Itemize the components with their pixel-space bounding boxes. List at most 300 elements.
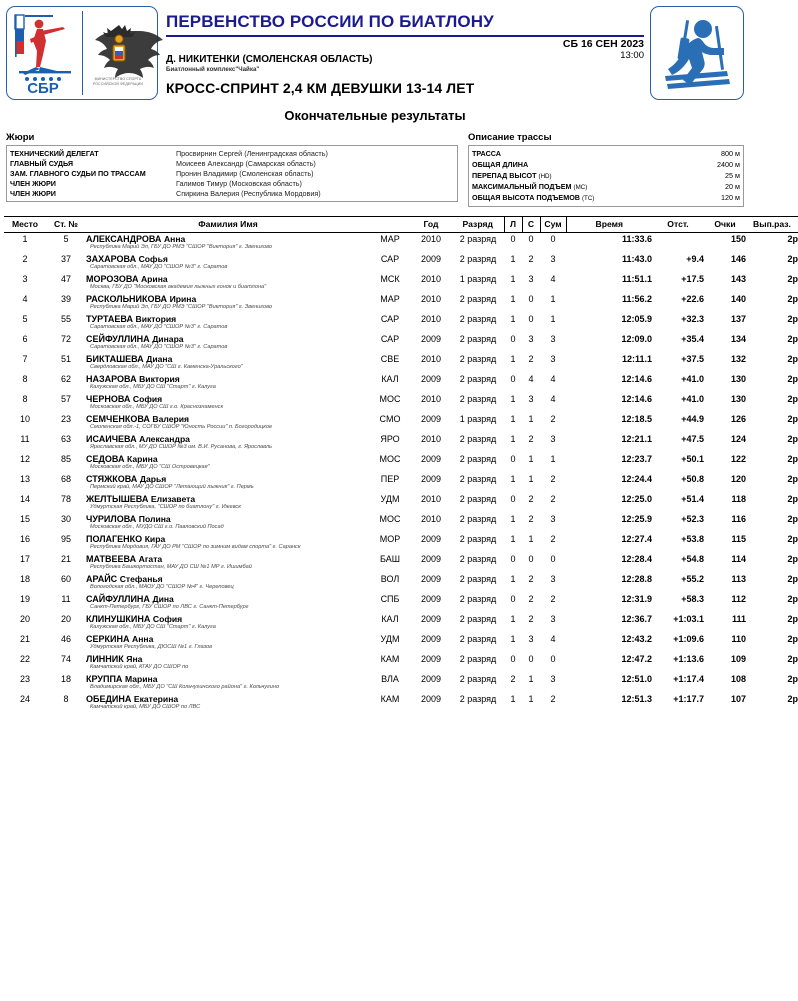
cell-year: 2010	[420, 294, 442, 304]
cell-prone: 0	[510, 454, 516, 464]
athlete-lastname: СЕЙФУЛЛИНА	[86, 334, 150, 344]
cell-time: 12:05.9	[621, 314, 652, 324]
table-row[interactable]	[4, 453, 798, 464]
cell-prone: 1	[510, 694, 516, 704]
athlete-firstname: София	[132, 394, 163, 404]
cell-standing: 0	[528, 234, 534, 244]
athlete-firstname: Дина	[152, 594, 174, 604]
cell-name	[86, 333, 370, 344]
table-row[interactable]	[4, 373, 798, 384]
cell-rank: 24	[19, 694, 30, 704]
cell-club: Саратовская обл., МАУ ДО "СШОР №3" г. Саратов	[90, 344, 228, 350]
cell-club: Саратовская обл., МАУ ДО "СШОР №3" г. Саратов	[90, 324, 228, 330]
club-row	[4, 384, 798, 393]
cell-club: Ярославская обл., МУ ДО СШОР №3 им. В.И. Русанова, г. Ярославль	[90, 444, 273, 450]
jury-role: ЗАМ. ГЛАВНОГО СУДЬИ ПО ТРАССАМ	[10, 168, 146, 178]
cell-standing: 2	[528, 254, 534, 264]
cell-qualification: 2р	[787, 314, 798, 324]
cell-bib: 23	[60, 414, 71, 424]
info-panels	[0, 132, 750, 210]
cell-points: 114	[731, 554, 746, 564]
cell-class: 2 разряд	[459, 694, 497, 704]
table-row[interactable]	[4, 653, 798, 664]
cell-qualification: 2р	[787, 234, 798, 244]
cell-nat: САР	[380, 314, 400, 324]
table-row[interactable]	[4, 573, 798, 584]
cell-points: 111	[731, 614, 746, 624]
cell-bib: 51	[60, 354, 71, 364]
cell-class: 1 разряд	[459, 414, 497, 424]
jury-role: ЧЛЕН ЖЮРИ	[10, 189, 56, 199]
cell-standing: 1	[528, 534, 534, 544]
jury-name: Просвирнин Сергей (Ленинградская область)	[176, 148, 328, 158]
table-row[interactable]	[4, 533, 798, 544]
club-row	[4, 464, 798, 473]
cell-rank: 17	[19, 554, 30, 564]
cell-rank: 21	[19, 634, 30, 644]
athlete-firstname: Ирина	[169, 294, 197, 304]
cell-rank: 1	[22, 234, 28, 244]
jury-role: ТЕХНИЧЕСКИЙ ДЕЛЕГАТ	[10, 148, 99, 158]
cell-standing: 1	[528, 454, 534, 464]
cell-nat: МОР	[379, 534, 401, 544]
cell-qualification: 2р	[787, 674, 798, 684]
cell-standing: 2	[528, 594, 534, 604]
cell-behind: +37.5	[681, 354, 704, 364]
cell-nat: МАР	[380, 294, 400, 304]
cell-qualification: 2р	[787, 634, 798, 644]
cell-rank: 20	[19, 614, 30, 624]
cell-year: 2010	[420, 234, 442, 244]
course-label-code: (HD)	[538, 172, 552, 180]
col-name: Фамилия Имя	[86, 217, 370, 233]
cell-total: 0	[550, 234, 556, 244]
cell-time: 12:31.9	[621, 594, 652, 604]
cell-prone: 0	[510, 554, 516, 564]
cell-bib: 37	[60, 254, 71, 264]
cell-behind: +22.6	[681, 294, 704, 304]
table-row[interactable]	[4, 633, 798, 644]
cell-class: 2 разряд	[459, 334, 497, 344]
cell-class: 2 разряд	[459, 654, 497, 664]
col-points: Очки	[704, 217, 746, 233]
cell-qualification: 2р	[787, 354, 798, 364]
jury-role: ЧЛЕН ЖЮРИ	[10, 179, 56, 189]
athlete-lastname: САЙФУЛЛИНА	[86, 594, 150, 604]
athlete-lastname: КРУППА	[86, 674, 123, 684]
cell-time: 12:11.1	[621, 354, 652, 364]
athlete-firstname: Виктория	[139, 374, 180, 384]
cell-year: 2010	[420, 494, 442, 504]
cell-standing: 2	[528, 614, 534, 624]
cell-bib: 57	[60, 394, 71, 404]
cell-time: 12:25.9	[621, 514, 652, 524]
course-caption: Описание трассы	[468, 132, 552, 143]
cell-name	[86, 293, 370, 304]
cell-qualification: 2р	[787, 574, 798, 584]
cell-points: 109	[730, 654, 746, 664]
cell-prone: 0	[510, 234, 516, 244]
course-row	[472, 170, 740, 181]
cell-nat: ЯРО	[380, 434, 400, 444]
cell-qualification: 2р	[787, 414, 798, 424]
cell-qualification: 2р	[787, 334, 798, 344]
cell-total: 3	[550, 574, 556, 584]
cell-bib: 62	[60, 374, 71, 384]
cell-prone: 2	[510, 674, 516, 684]
cell-club: Свердловская обл., МАУ ДО "СШ г. Каменска-Уральского"	[90, 364, 243, 370]
cell-nat: МСК	[380, 274, 400, 284]
athlete-lastname: ЧЕРНОВА	[86, 394, 131, 404]
table-row[interactable]	[4, 293, 798, 304]
cell-time: 12:23.7	[621, 454, 652, 464]
table-row[interactable]	[4, 493, 798, 504]
athlete-lastname: ОБЕДИНА	[86, 694, 132, 704]
cell-name	[86, 413, 370, 424]
cell-class: 2 разряд	[459, 454, 497, 464]
cell-prone: 1	[510, 254, 516, 264]
cell-class: 2 разряд	[459, 554, 497, 564]
cell-total: 1	[550, 454, 556, 464]
athlete-firstname: Александра	[139, 434, 190, 444]
course-label: ПЕРЕПАД ВЫСОТ	[472, 170, 537, 180]
cell-time: 12:14.6	[621, 374, 652, 384]
course-label: МАКСИМАЛЬНЫЙ ПОДЪЕМ	[472, 182, 572, 192]
cell-name	[86, 313, 370, 324]
cell-points: 137	[730, 314, 746, 324]
cell-standing: 2	[528, 434, 534, 444]
athlete-lastname: ИСАИЧЕВА	[86, 434, 137, 444]
table-row[interactable]	[4, 233, 798, 245]
cell-standing: 1	[528, 674, 534, 684]
club-row	[4, 344, 798, 353]
club-row	[4, 484, 798, 493]
cell-qualification: 2р	[787, 394, 798, 404]
cell-name	[86, 653, 370, 664]
table-row[interactable]	[4, 273, 798, 284]
cell-bib: 74	[60, 654, 71, 664]
cell-rank: 8	[22, 394, 28, 404]
course-value: 120	[721, 193, 734, 203]
cell-nat: КАМ	[380, 694, 400, 704]
cell-name	[86, 553, 370, 564]
cell-prone: 1	[510, 634, 516, 644]
cell-prone: 1	[510, 394, 516, 404]
cell-qualification: 2р	[787, 274, 798, 284]
cell-name	[86, 393, 370, 404]
cell-bib: 46	[60, 634, 71, 644]
cell-year: 2009	[420, 474, 442, 484]
cell-bib: 30	[60, 514, 71, 524]
jury-row	[10, 148, 454, 158]
cell-points: 112	[731, 594, 746, 604]
cell-year: 2009	[420, 694, 442, 704]
cell-total: 3	[550, 674, 556, 684]
col-total: Сум	[540, 217, 566, 233]
cell-rank: 10	[19, 414, 30, 424]
course-label: ТРАССА	[472, 148, 501, 158]
cell-total: 2	[550, 494, 556, 504]
cell-points: 116	[731, 514, 746, 524]
cell-year: 2009	[420, 674, 442, 684]
cell-time: 12:51.3	[621, 694, 652, 704]
cell-bib: 72	[60, 334, 71, 344]
club-row	[4, 684, 798, 693]
jury-table	[6, 145, 458, 202]
athlete-firstname: Анна	[163, 234, 186, 244]
cell-time: 12:47.2	[621, 654, 652, 664]
results-header-row	[4, 217, 798, 233]
col-year: Год	[410, 217, 452, 233]
cell-class: 2 разряд	[459, 314, 497, 324]
cell-total: 3	[550, 334, 556, 344]
cell-rank: 14	[19, 494, 30, 504]
cell-time: 12:27.4	[621, 534, 652, 544]
cell-name	[86, 253, 370, 264]
cell-standing: 1	[528, 694, 534, 704]
cell-class: 2 разряд	[459, 434, 497, 444]
cell-club: Калужская обл., МБУ ДО СШ "Старт" г. Калуга	[90, 624, 216, 630]
col-rank: Место	[4, 217, 46, 233]
cell-bib: 55	[60, 314, 71, 324]
cell-nat: ВЛА	[381, 674, 399, 684]
cell-nat: МОС	[379, 454, 401, 464]
cell-nat: УДМ	[380, 634, 400, 644]
course-panel	[468, 132, 744, 207]
cell-club: Пермский край, МАУ ДО СШОР "Летающий лыжник" г. Пермь	[90, 484, 254, 490]
cell-total: 2	[550, 694, 556, 704]
athlete-lastname: ЗАХАРОВА	[86, 254, 137, 264]
cell-time: 12:51.0	[621, 674, 652, 684]
cell-year: 2009	[420, 574, 442, 584]
cell-class: 2 разряд	[459, 634, 497, 644]
athlete-lastname: АРАЙС	[86, 574, 118, 584]
club-row	[4, 524, 798, 533]
cell-class: 2 разряд	[459, 594, 497, 604]
cell-time: 11:51.1	[621, 274, 652, 284]
club-row	[4, 564, 798, 573]
cell-points: 120	[730, 474, 746, 484]
col-qualification: Вып.раз.	[746, 217, 798, 233]
table-row[interactable]	[4, 353, 798, 364]
club-row	[4, 664, 798, 673]
cell-name	[86, 513, 370, 524]
club-row	[4, 264, 798, 273]
athlete-lastname: МОРОЗОВА	[86, 274, 139, 284]
sbr-logo	[7, 7, 82, 99]
table-row[interactable]	[4, 613, 798, 624]
jury-row	[10, 189, 454, 199]
cell-bib: 39	[60, 294, 71, 304]
cell-name	[86, 373, 370, 384]
cell-qualification: 2р	[787, 494, 798, 504]
cell-nat: БАШ	[380, 554, 400, 564]
cell-behind: +58.3	[681, 594, 704, 604]
table-row[interactable]	[4, 673, 798, 684]
cell-club: Республика Башкортостан, МАУ ДО СШ №1 МР г. Ишимбай	[90, 564, 252, 570]
table-row[interactable]	[4, 313, 798, 324]
cell-year: 2010	[420, 514, 442, 524]
athlete-firstname: Виктория	[135, 314, 177, 324]
athlete-firstname: Полина	[138, 514, 171, 524]
cell-nat: МАР	[380, 234, 400, 244]
cell-club: Московская обл., МУДО СШ г.о. Павловский Посад	[90, 524, 224, 530]
club-row	[4, 364, 798, 373]
athlete-lastname: СЕДОВА	[86, 454, 125, 464]
cell-year: 2009	[420, 374, 442, 384]
cell-standing: 0	[528, 554, 534, 564]
cell-qualification: 2р	[787, 554, 798, 564]
cell-name	[86, 433, 370, 444]
jury-name: Пронин Владимир (Смоленская область)	[176, 168, 314, 178]
cell-prone: 0	[510, 594, 516, 604]
cell-behind: +1:03.1	[673, 614, 704, 624]
cell-prone: 1	[510, 434, 516, 444]
cell-name	[86, 233, 370, 245]
venue-subtitle: Биатлонный комплекс"Чайка"	[166, 66, 260, 73]
cell-qualification: 2р	[787, 374, 798, 384]
cell-club: Московская обл., МБУ ДО СШ г.о. Краснознаменск	[90, 404, 224, 410]
cell-rank: 5	[22, 314, 28, 324]
cell-qualification: 2р	[787, 614, 798, 624]
athlete-lastname: ЧУРИЛОВА	[86, 514, 137, 524]
cell-prone: 1	[510, 614, 516, 624]
table-row[interactable]	[4, 333, 798, 344]
athlete-firstname: Марина	[124, 674, 158, 684]
cell-year: 2009	[420, 454, 442, 464]
ministry-of-sport-logo	[82, 7, 156, 99]
cell-total: 3	[550, 614, 556, 624]
table-row[interactable]	[4, 413, 798, 424]
cell-rank: 16	[19, 534, 30, 544]
table-row[interactable]	[4, 513, 798, 524]
cell-prone: 1	[510, 514, 516, 524]
athlete-lastname: КЛИНУШКИНА	[86, 614, 151, 624]
cell-year: 2009	[420, 654, 442, 664]
results-section	[0, 216, 798, 713]
cell-bib: 68	[60, 474, 71, 484]
course-unit: м	[735, 170, 740, 180]
club-row	[4, 644, 798, 653]
cell-total: 2	[550, 594, 556, 604]
title-underline	[166, 35, 644, 37]
cell-club: Республика Марий Эл, ГБУ ДО РМЭ "СШОР "Виктория" г. Звенигово	[90, 304, 272, 310]
cell-time: 12:14.6	[621, 394, 652, 404]
cell-standing: 1	[528, 414, 534, 424]
cell-nat: МОС	[379, 514, 401, 524]
athlete-firstname: Агата	[138, 554, 163, 564]
cell-class: 2 разряд	[459, 674, 497, 684]
results-table	[4, 216, 798, 713]
cell-prone: 1	[510, 534, 516, 544]
cell-qualification: 2р	[787, 534, 798, 544]
col-nat	[370, 217, 410, 233]
cell-points: 122	[730, 454, 746, 464]
cell-rank: 2	[22, 254, 28, 264]
cell-total: 4	[550, 634, 556, 644]
cell-class: 2 разряд	[459, 534, 497, 544]
cell-points: 108	[730, 674, 746, 684]
cell-standing: 0	[528, 654, 534, 664]
cell-name	[86, 593, 370, 604]
cell-class: 2 разряд	[459, 394, 497, 404]
cell-standing: 2	[528, 514, 534, 524]
table-row[interactable]	[4, 253, 798, 264]
course-unit: м	[735, 148, 740, 158]
cell-points: 150	[730, 234, 746, 244]
cell-year: 2009	[420, 254, 442, 264]
table-row[interactable]	[4, 553, 798, 564]
cell-nat: КАМ	[380, 654, 400, 664]
cell-points: 115	[731, 534, 746, 544]
cell-rank: 6	[22, 334, 28, 344]
cell-rank: 19	[19, 594, 30, 604]
cell-nat: ВОЛ	[380, 574, 400, 584]
cell-time: 12:24.4	[621, 474, 652, 484]
cell-bib: 20	[60, 614, 71, 624]
cell-behind: +44.9	[681, 414, 704, 424]
course-row	[472, 148, 740, 159]
cell-behind: +1:13.6	[673, 654, 704, 664]
cell-qualification: 2р	[787, 694, 798, 704]
table-row[interactable]	[4, 593, 798, 604]
cell-time: 11:33.6	[621, 234, 652, 244]
cell-nat: УДМ	[380, 494, 400, 504]
cell-behind: +1:17.7	[673, 694, 704, 704]
cell-behind: +50.8	[681, 474, 704, 484]
cell-bib: 18	[60, 674, 71, 684]
course-row	[472, 182, 740, 193]
biathlete-icon-box	[650, 6, 744, 100]
venue-name: Д. НИКИТЕНКИ (СМОЛЕНСКАЯ ОБЛАСТЬ)	[166, 54, 373, 65]
club-row	[4, 624, 798, 633]
cell-bib: 95	[60, 534, 71, 544]
cell-rank: 18	[19, 574, 30, 584]
cell-prone: 0	[510, 374, 516, 384]
athlete-lastname: ПОЛАГЕНКО	[86, 534, 143, 544]
cell-points: 130	[730, 374, 746, 384]
cell-total: 1	[550, 314, 556, 324]
club-row	[4, 244, 798, 253]
cell-behind: +41.0	[681, 394, 704, 404]
cell-nat: КАЛ	[381, 374, 399, 384]
cell-time: 11:43.0	[621, 254, 652, 264]
cell-club: Смоленская обл.-1, СОГБУ СШОР "Юность России" п. Богородицкое	[90, 424, 273, 430]
cell-qualification: 2р	[787, 654, 798, 664]
table-row[interactable]	[4, 473, 798, 484]
table-row[interactable]	[4, 433, 798, 444]
athlete-lastname: РАСКОЛЬНИКОВА	[86, 294, 168, 304]
table-row[interactable]	[4, 393, 798, 404]
cell-club: Республика Мордовия, ГАУ ДО РМ "СШОР по зимним видам спорта" г. Саранск	[90, 544, 301, 550]
cell-points: 110	[731, 634, 746, 644]
club-row	[4, 284, 798, 293]
cell-year: 2009	[420, 334, 442, 344]
cell-qualification: 2р	[787, 474, 798, 484]
cell-year: 2009	[420, 414, 442, 424]
cell-rank: 7	[22, 354, 28, 364]
cell-bib: 60	[60, 574, 71, 584]
cell-total: 1	[550, 294, 556, 304]
cell-total: 0	[550, 554, 556, 564]
athlete-firstname: Кира	[144, 534, 166, 544]
cell-standing: 4	[528, 374, 534, 384]
table-row[interactable]	[4, 693, 798, 704]
cell-prone: 1	[510, 574, 516, 584]
cell-time: 12:21.1	[621, 434, 652, 444]
cell-total: 4	[550, 394, 556, 404]
club-row	[4, 444, 798, 453]
